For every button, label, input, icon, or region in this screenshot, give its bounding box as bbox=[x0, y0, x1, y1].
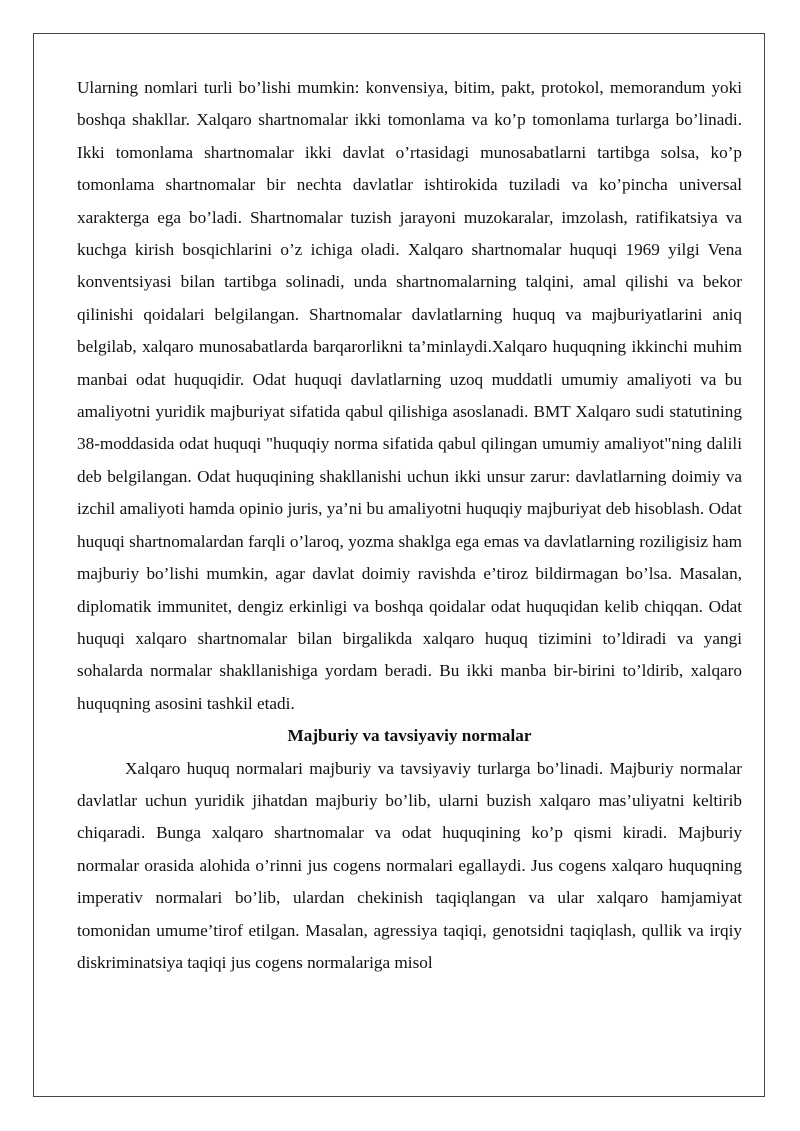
section-heading: Majburiy va tavsiyaviy normalar bbox=[287, 726, 532, 746]
page-content bbox=[77, 72, 742, 979]
body-paragraph-2: Xalqaro huquq normalari majburiy va tavsiyaviy turlarga bo’linadi. Majburiy normalar davlatlar uchun yuridik jihatdan majburiy bo’lib, ularni buzish xalqaro mas’uliyatni keltirib chiqaradi. Bunga xalqaro shartnomalar va odat huquqining ko’p qismi kiradi. Majburiy normalar orasida alohida o’rinni jus cogens normalari egallaydi. Jus cogens xalqaro huquqning imperativ normalari bo’lib, ulardan chekinish taqiqlangan va ular xalqaro hamjamiyat tomonidan umume’tirof etilgan. Masalan, agressiya taqiqi, genotsidni taqiqlash, qullik va irqiy diskriminatsiya taqiqi jus cogens normalariga misol bbox=[77, 758, 742, 972]
body-paragraph-1: Ularning nomlari turli bo’lishi mumkin: konvensiya, bitim, pakt, protokol, memorandum yoki boshqa shakllar. Xalqaro shartnomalar ikki tomonlama va ko’p tomonlama turlarga bo’linadi. Ikki tomonlama shartnomalar ikki davlat o’rtasidagi munosabatlarni tartibga solsa, ko’p tomonlama shartnomalar bir nechta davlatlar ishtirokida tuziladi va ko’pincha universal xarakterga ega bo’ladi. Shartnomalar tuzish jarayoni muzokaralar, imzolash, ratifikatsiya va kuchga kirish bosqichlarini o’z ichiga oladi. Xalqaro shartnomalar huquqi 1969 yilgi Vena konventsiyasi bilan tartibga solinadi, unda shartnomalarning talqini, amal qilishi va bekor qilinishi qoidalari belgilangan. Shartnomalar davlatlarning huquq va majburiyatlarini aniq belgilab, xalqaro munosabatlarda barqarorlikni ta’minlaydi.Xalqaro huquqning ikkinchi muhim manbai odat huquqidir. Odat huquqi davlatlarning uzoq muddatli umumiy amaliyoti va bu amaliyotni yuridik majburiyat sifatida qabul qilishiga asoslanadi. BMT Xalqaro sudi statutining 38-moddasida odat huquqi "huquqiy norma sifatida qabul qilingan umumiy amaliyot"ning dalili deb belgilangan. Odat huquqining shakllanishi uchun ikki unsur zarur: davlatlarning doimiy va izchil amaliyoti hamda opinio juris, ya’ni bu amaliyotni huquqiy majburiyat deb hisoblash. Odat huquqi shartnomalardan farqli o’laroq, yozma shaklga ega emas va davlatlarning roziligisiz ham majburiy bo’lishi mumkin, agar davlat doimiy ravishda e’tiroz bildirmagan bo’lsa. Masalan, diplomatik immunitet, dengiz erkinligi va boshqa qoidalar odat huquqidan kelib chiqqan. Odat huquqi xalqaro shartnomalar bilan birgalikda xalqaro huquq tizimini to’ldiradi va yangi sohalarda normalar shakllanishiga yordam beradi. Bu ikki manba bir-birini to’ldirib, xalqaro huquqning asosini tashkil etadi. bbox=[77, 78, 742, 713]
